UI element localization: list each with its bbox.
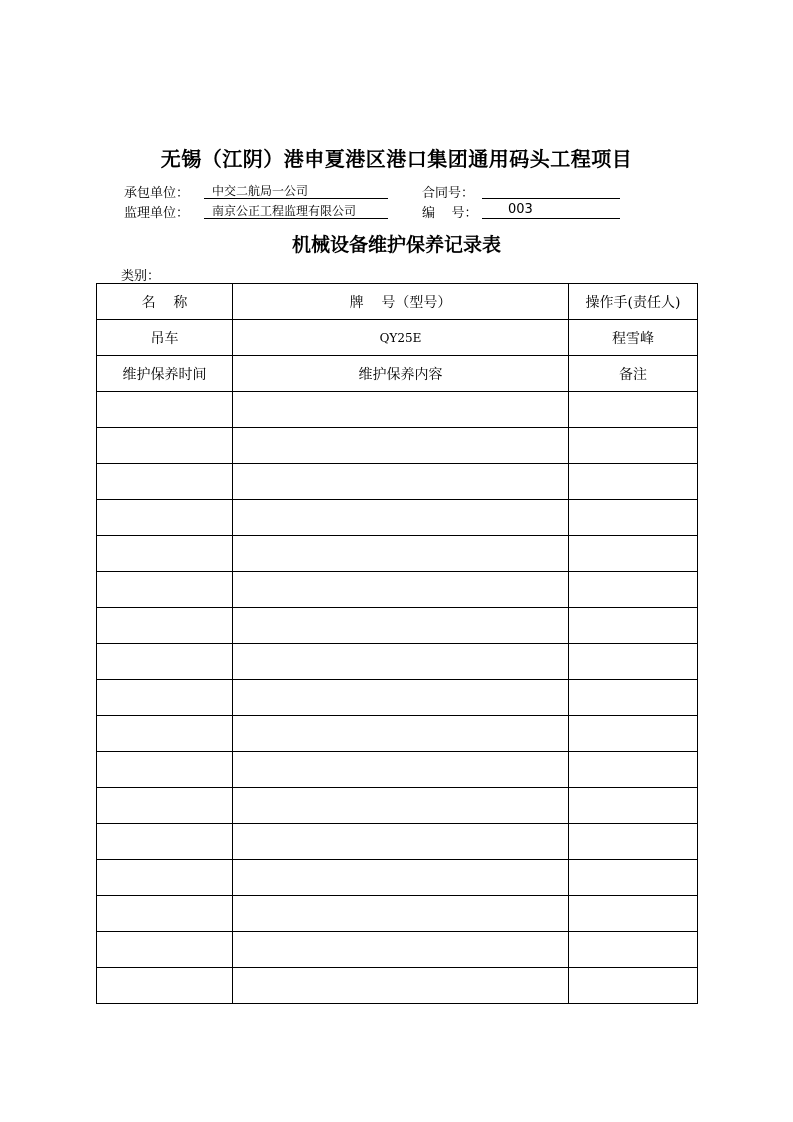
record-content-cell	[233, 824, 569, 860]
header-operator: 操作手(责任人)	[569, 284, 698, 320]
record-time-cell	[97, 680, 233, 716]
header-maintenance-time: 维护保养时间	[97, 356, 233, 392]
record-remarks-cell	[569, 860, 698, 896]
record-time-cell	[97, 824, 233, 860]
record-remarks-cell	[569, 572, 698, 608]
record-time-cell	[97, 752, 233, 788]
record-content-cell	[233, 932, 569, 968]
record-remarks-cell	[569, 896, 698, 932]
record-row	[97, 860, 698, 896]
record-time-cell	[97, 932, 233, 968]
record-row	[97, 680, 698, 716]
record-row	[97, 392, 698, 428]
record-row	[97, 824, 698, 860]
record-time-cell	[97, 572, 233, 608]
record-remarks-cell	[569, 392, 698, 428]
record-remarks-cell	[569, 500, 698, 536]
header-model: 牌 号（型号）	[233, 284, 569, 320]
record-time-cell	[97, 968, 233, 1004]
record-content-cell	[233, 968, 569, 1004]
project-title: 无锡（江阴）港申夏港区港口集团通用码头工程项目	[160, 147, 633, 171]
contract-no-value	[482, 182, 620, 199]
record-content-cell	[233, 860, 569, 896]
contract-no-label: 合同号：	[422, 186, 475, 201]
contractor-label: 承包单位：	[124, 186, 190, 201]
record-content-cell	[233, 644, 569, 680]
record-remarks-cell	[569, 680, 698, 716]
record-content-cell	[233, 536, 569, 572]
record-remarks-cell	[569, 932, 698, 968]
maintenance-record-table	[96, 283, 698, 1004]
record-content-cell	[233, 572, 569, 608]
record-time-cell	[97, 608, 233, 644]
form-title: 机械设备维护保养记录表	[291, 234, 501, 256]
record-row	[97, 608, 698, 644]
record-time-cell	[97, 644, 233, 680]
header-row-maintenance	[97, 356, 698, 392]
record-content-cell	[233, 680, 569, 716]
record-row	[97, 536, 698, 572]
record-remarks-cell	[569, 428, 698, 464]
record-content-cell	[233, 608, 569, 644]
record-content-cell	[233, 392, 569, 428]
supervisor-label: 监理单位：	[124, 206, 190, 221]
record-row	[97, 464, 698, 500]
record-time-cell	[97, 428, 233, 464]
header-remarks: 备注	[569, 356, 698, 392]
record-remarks-cell	[569, 536, 698, 572]
serial-no-value: 003	[482, 202, 620, 219]
record-row	[97, 572, 698, 608]
category-label: 类别：	[121, 269, 161, 284]
record-row	[97, 752, 698, 788]
record-row	[97, 896, 698, 932]
record-row	[97, 788, 698, 824]
record-time-cell	[97, 716, 233, 752]
record-row	[97, 428, 698, 464]
header-name: 名 称	[97, 284, 233, 320]
record-row	[97, 968, 698, 1004]
equipment-operator: 程雪峰	[569, 320, 698, 356]
header-row-equipment	[97, 284, 698, 320]
record-time-cell	[97, 860, 233, 896]
contractor-value: 中交二航局一公司	[204, 182, 388, 199]
record-table-body	[97, 284, 698, 1004]
record-time-cell	[97, 464, 233, 500]
record-content-cell	[233, 752, 569, 788]
record-row	[97, 644, 698, 680]
record-remarks-cell	[569, 788, 698, 824]
record-remarks-cell	[569, 644, 698, 680]
record-remarks-cell	[569, 608, 698, 644]
record-content-cell	[233, 716, 569, 752]
record-time-cell	[97, 536, 233, 572]
equipment-row	[97, 320, 698, 356]
record-content-cell	[233, 428, 569, 464]
serial-no-label: 编 号：	[422, 206, 478, 221]
supervisor-value: 南京公正工程监理有限公司	[204, 202, 388, 219]
record-time-cell	[97, 392, 233, 428]
record-remarks-cell	[569, 968, 698, 1004]
record-time-cell	[97, 788, 233, 824]
record-remarks-cell	[569, 464, 698, 500]
record-time-cell	[97, 896, 233, 932]
equipment-name: 吊车	[97, 320, 233, 356]
record-content-cell	[233, 464, 569, 500]
record-remarks-cell	[569, 824, 698, 860]
header-maintenance-content: 维护保养内容	[233, 356, 569, 392]
record-remarks-cell	[569, 752, 698, 788]
record-remarks-cell	[569, 716, 698, 752]
record-content-cell	[233, 500, 569, 536]
record-row	[97, 932, 698, 968]
record-row	[97, 716, 698, 752]
record-content-cell	[233, 896, 569, 932]
record-time-cell	[97, 500, 233, 536]
record-row	[97, 500, 698, 536]
equipment-model: QY25E	[233, 320, 569, 356]
record-content-cell	[233, 788, 569, 824]
